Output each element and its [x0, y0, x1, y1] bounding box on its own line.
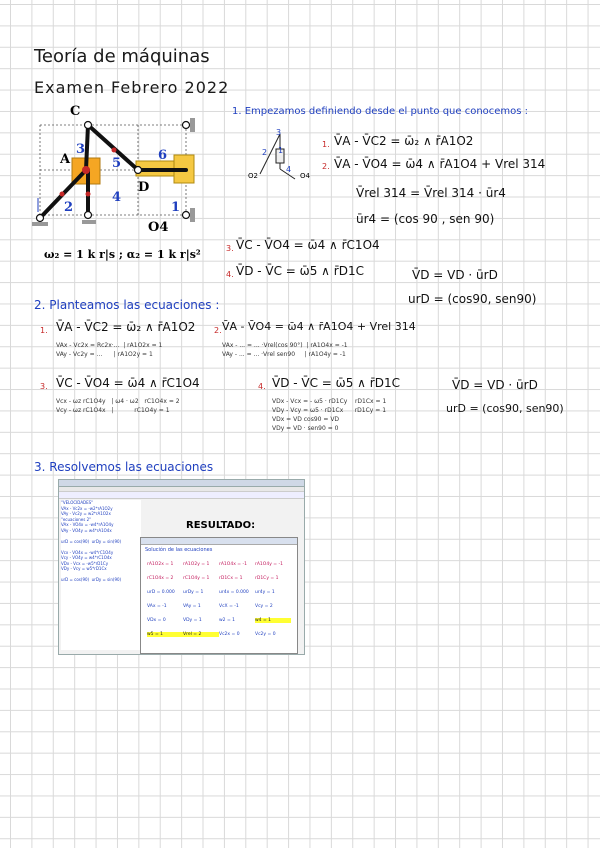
solution-cell: urD = 0.000	[147, 589, 175, 595]
solution-cell: VAx = -1	[147, 603, 167, 609]
solution-row	[147, 571, 291, 585]
eq-index-4: 4.	[226, 270, 234, 279]
step1-eq1: V̄A - V̄C2 = ω̄₂ ∧ r̄A1O2	[334, 134, 474, 148]
step2-r2: urD = (cos90, sen90)	[446, 402, 564, 415]
label-3: 3	[76, 142, 86, 157]
solution-cell: VcX = -1	[219, 603, 239, 609]
solution-cell: w5 = 1	[147, 632, 183, 637]
step2-r1: V̄D = VD · ūrD	[452, 378, 538, 392]
step1-eq3: V̄rel 314 = V̄rel 314 · ūr4	[356, 186, 506, 200]
block4-main: V̄D - V̄C = ω̄5 ∧ r̄D1C	[272, 376, 400, 390]
solution-cell: rA1O2y = 1	[183, 561, 210, 567]
pin-a	[82, 166, 90, 174]
block1-index: 1.	[40, 326, 48, 335]
eq-index-1: 1.	[322, 140, 330, 149]
solution-cell: rA1O2x = 1	[147, 561, 174, 567]
page-title: Teoría de máquinas	[34, 46, 210, 67]
solution-row	[147, 585, 291, 599]
solution-cell: urDy = 1	[183, 589, 204, 595]
mini-sketch	[250, 124, 330, 194]
label-c: C	[70, 104, 81, 119]
step1-eq2: V̄A - V̄O4 = ω̄4 ∧ r̄A1O4 + Vrel 314	[334, 157, 546, 171]
solution-cell: VAy = 1	[183, 603, 201, 609]
mini-label-3: 3	[276, 128, 282, 137]
mini-label-o2: O2	[248, 172, 258, 180]
mechanism-formula: ω₂ = 1 k r|s ; α₂ = 1 k r|s²	[44, 248, 201, 261]
mechanism-diagram	[28, 108, 218, 238]
page-subtitle: Examen Febrero 2022	[34, 78, 230, 97]
solution-cell: rA1O4x = -1	[219, 561, 247, 567]
solution-cell: w4 = 1	[255, 618, 291, 623]
eq-index-2: 2.	[322, 162, 330, 171]
mini-label-4: 4	[286, 165, 292, 174]
solution-cell: Vcy = 2	[255, 603, 273, 609]
label-d: D	[138, 180, 150, 195]
label-1: 1	[171, 200, 181, 215]
block2-main: V̄A - V̄O4 = ω̄4 ∧ r̄A1O4 + Vrel 314	[222, 320, 416, 333]
solution-cell: ur4y = 1	[255, 589, 275, 595]
solution-cell: VDy = 1	[183, 617, 202, 623]
link-3-upper	[86, 125, 88, 170]
solver-titlebar	[59, 480, 304, 487]
mini-label-o4: O4	[300, 172, 310, 180]
solution-cell: ur4x = 0.000	[219, 589, 249, 595]
solution-row	[147, 557, 291, 571]
solution-row	[147, 599, 291, 613]
block3-main: V̄C - V̄O4 = ω̄4 ∧ r̄C1O4	[56, 376, 200, 390]
block1-main: V̄A - V̄C2 = ω̄₂ ∧ r̄A1O2	[56, 320, 196, 334]
step1-eq7: V̄D = VD · ūrD	[412, 268, 498, 282]
step1-heading: 1. Empezamos definiendo desde el punto que conocemos :	[232, 106, 529, 117]
step2-heading: 2. Planteamos las ecuaciones :	[34, 298, 220, 312]
step1-eq5: V̄C - V̄O4 = ω̄4 ∧ r̄C1O4	[236, 238, 380, 252]
result-label: RESULTADO:	[186, 520, 256, 531]
label-4: 4	[112, 190, 122, 205]
solver-toolbar	[59, 492, 304, 499]
block3-lines: Vcx - ωz rC1O4y | ω4 · ω2 rC1O4x = 2 Vcy - ωz rC1O4x | rC1O4y = 1	[56, 398, 180, 414]
solution-cell: Vc2y = 0	[255, 631, 276, 637]
solution-cell: rD1Cy = 1	[255, 575, 279, 581]
solution-row	[147, 613, 291, 627]
solution-cell: VDx = 0	[147, 617, 166, 623]
label-5: 5	[112, 156, 122, 171]
block2-index: 2.	[214, 326, 222, 335]
solution-cell: rC1O4y = 1	[183, 575, 210, 581]
step3-heading: 3. Resolvemos las ecuaciones	[34, 460, 214, 474]
solution-cell: rD1Cx = 1	[219, 575, 243, 581]
solution-window	[140, 537, 298, 654]
step1-eq8: urD = (cos90, sen90)	[408, 292, 537, 306]
block4-index: 4.	[258, 382, 266, 391]
solution-cell: rA1O4y = -1	[255, 561, 283, 567]
label-2: 2	[64, 200, 74, 215]
solution-title: Solución de las ecuaciones	[145, 547, 213, 553]
solution-table	[147, 557, 291, 641]
mini-label-1: 1	[278, 146, 284, 155]
block3-index: 3.	[40, 382, 48, 391]
step1-eq4: ūr4 = (cos 90 , sen 90)	[356, 212, 495, 226]
step1-eq6: V̄D - V̄C = ω̄5 ∧ r̄D1C	[236, 264, 364, 278]
eq-index-3: 3.	[226, 244, 234, 253]
solution-row	[147, 627, 291, 641]
solver-code: "VELOCIDADES" VAx - Vc2x = -w2*rA1O2y VAy - Vc2y = w2*rA1O2x "ecuaciones 2" VAx - VO4x = -w4*rA1O4y VAy - VO4y = w4*rA1O4x urD = cos(90) urDy = sin(90) Vcx - VO4x = -w4*rC1O4y Vcy - VO4y = w4*rC1O4x VDx - Vcx = -w5*rD1Cy VDy - Vcy = w5*rD1Cx urD = cos(90) urDy = sin(90)	[61, 500, 141, 650]
block1-lines: VAx - Vc2x = Rc2x·... | rA1O2x = 1 VAy - Vc2y = ... | rA1O2y = 1	[56, 342, 163, 358]
label-o4: O4	[148, 220, 169, 235]
block4-lines: VDx - Vcx = - ω5 · rD1Cy rD1Cx = 1 VDy - Vcy = ω5 · rD1Cx rD1Cy = 1 VDx = VD cos90 = VD VDy = VD · sen90 = 0	[272, 398, 387, 432]
solution-cell: Vc2x = 0	[219, 631, 240, 637]
solution-cell: Vrel = 2	[183, 632, 219, 637]
mini-label-2: 2	[262, 148, 268, 157]
block2-lines: VAx - ... = ... ·Vrel(cos 90°) | rA1O4x = -1 VAy - ... = ... ·Vrel sen90 | rA1O4y = -1	[222, 342, 348, 358]
label-6: 6	[158, 148, 168, 163]
solution-cell: w2 = 1	[219, 617, 236, 623]
label-a: A	[60, 152, 71, 167]
solution-cell: rC1O4x = 2	[147, 575, 174, 581]
